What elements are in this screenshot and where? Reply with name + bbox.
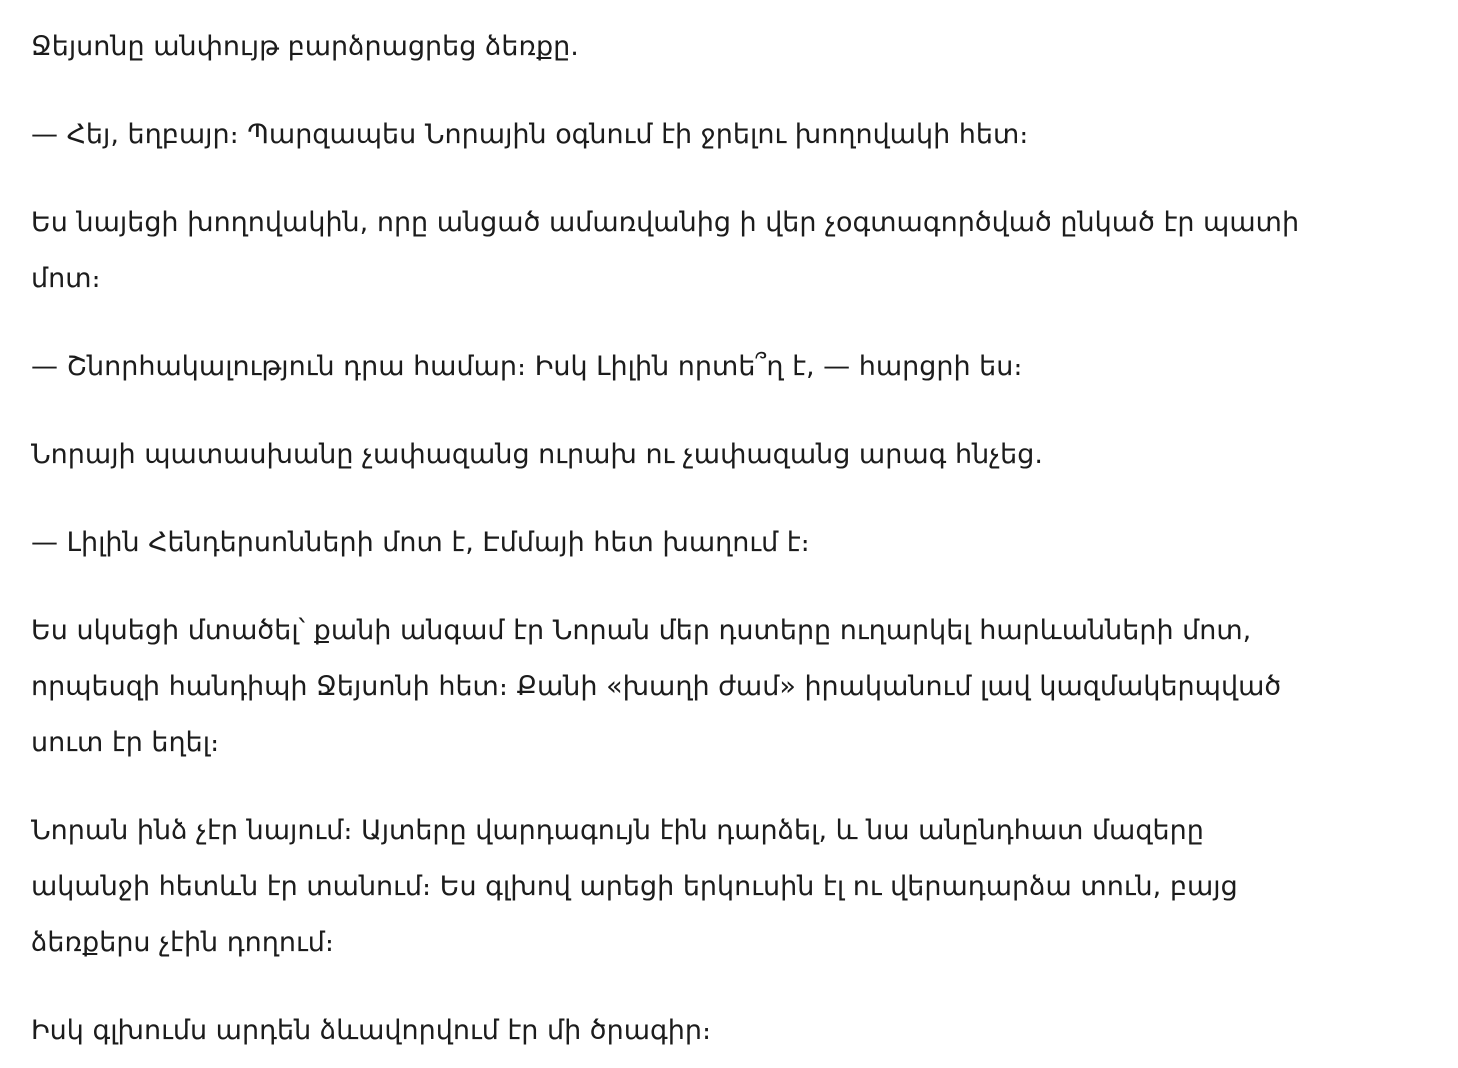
paragraph-9: Իսկ գլխումս արդեն ձևավորվում էր մի ծրագիր։ xyxy=(31,1015,712,1046)
paragraph-2: — Հեյ, եղբայր։ Պարզապես Նորային օգնում էի ջրելու խողովակի հետ։ xyxy=(31,119,1029,150)
paragraph-4: — Շնորհակալություն դրա համար։ Իսկ Լիլին որտե՞ղ է, — հարցրի ես։ xyxy=(31,351,1023,382)
paragraph-8: Նորան ինձ չէր նայում։ Այտերը վարդագույն էին դարձել, և նա անընդհատ մազերը ականջի հետևն էր տանում։ Ես գլխով արեցի երկուսին էլ ու վերադարձա տուն, բայց ձեռքերս չէին դողում։ xyxy=(31,815,1238,958)
paragraph-1: Ջեյսոնը անփույթ բարձրացրեց ձեռքը. xyxy=(31,31,579,62)
paragraph-5: Նորայի պատասխանը չափազանց ուրախ ու չափազանց արագ հնչեց. xyxy=(31,439,1043,470)
paragraph-6: — Լիլին Հենդերսոնների մոտ է, Էմմայի հետ խաղում է։ xyxy=(31,527,810,558)
paragraph-3: Ես նայեցի խողովակին, որը անցած ամառվանից ի վեր չօգտագործված ընկած էր պատի մոտ։ xyxy=(31,207,1300,294)
paragraph-7: Ես սկսեցի մտածել՝ քանի անգամ էր Նորան մեր դստերը ուղարկել հարևանների մոտ, որպեսզի հանդիպի Ջեյսոնի հետ։ Քանի «խաղի ժամ» իրականում լավ կազմակերպված սուտ էր եղել։ xyxy=(31,615,1282,758)
